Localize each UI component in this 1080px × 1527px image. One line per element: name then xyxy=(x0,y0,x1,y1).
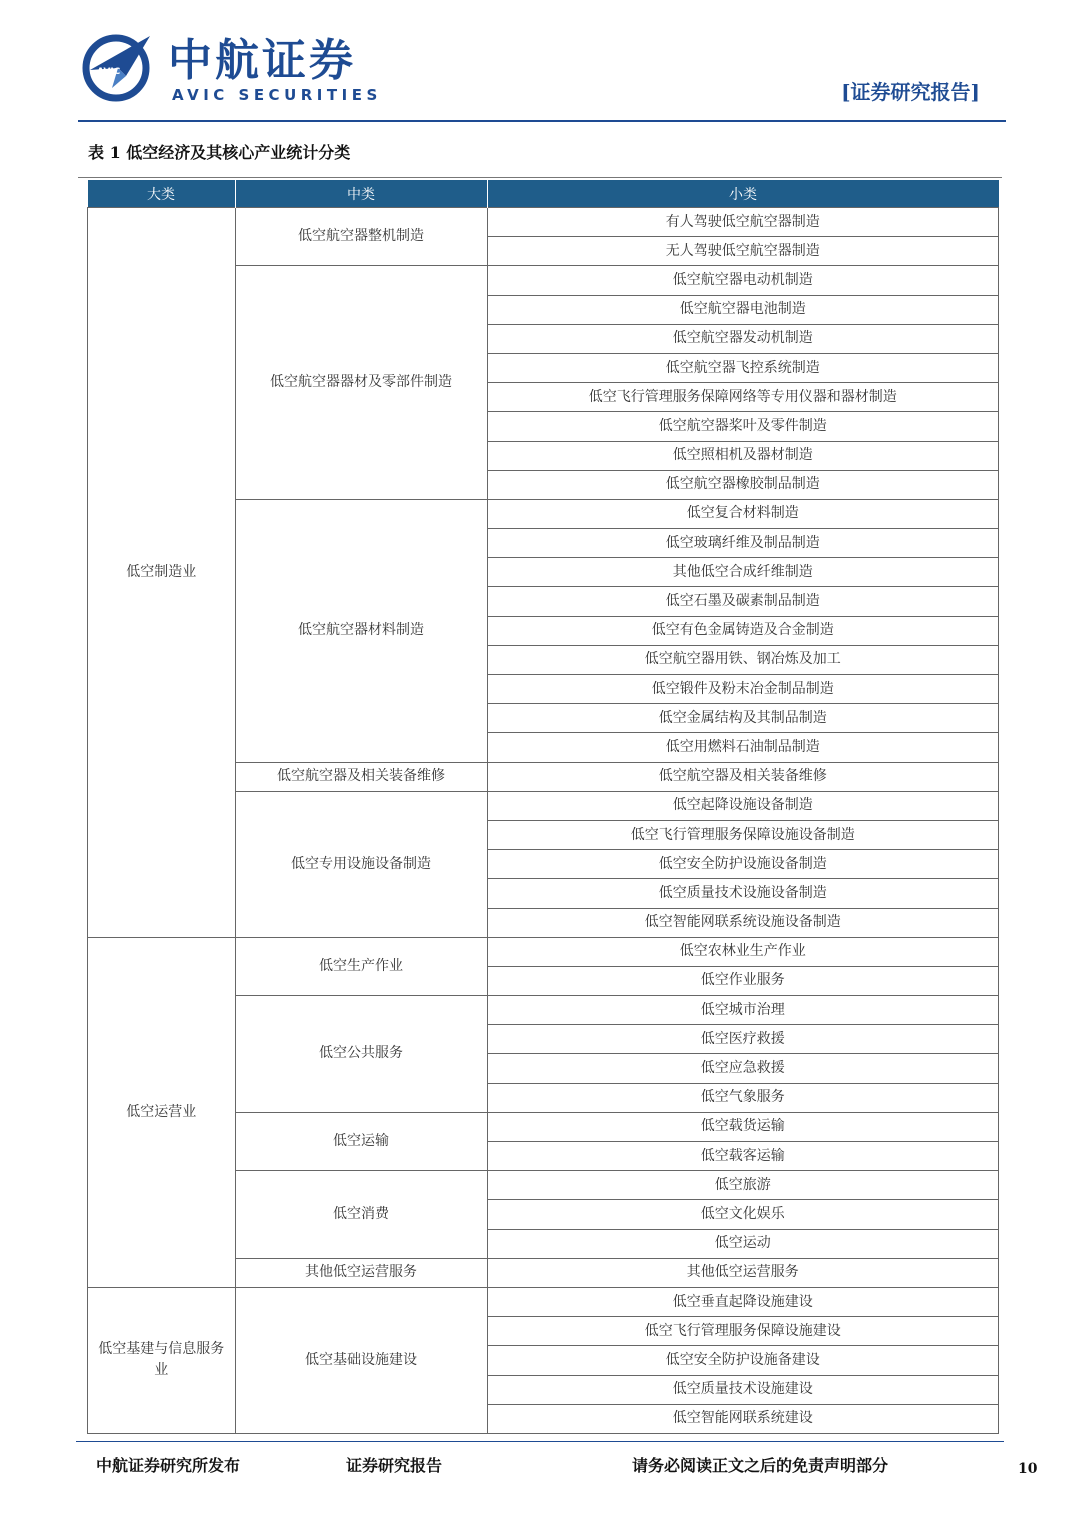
middle-category-cell: 低空消费 xyxy=(235,1171,487,1259)
page-header xyxy=(0,0,1080,125)
major-category-cell: 低空运营业 xyxy=(88,937,236,1287)
middle-category-cell: 低空航空器整机制造 xyxy=(235,208,487,266)
middle-category-cell: 低空航空器器材及零部件制造 xyxy=(235,266,487,500)
minor-category-cell: 低空文化娱乐 xyxy=(487,1200,999,1229)
middle-category-cell: 低空生产作业 xyxy=(235,937,487,995)
minor-category-cell: 低空有色金属铸造及合金制造 xyxy=(487,616,999,645)
middle-category-cell: 其他低空运营服务 xyxy=(235,1258,487,1287)
footer-doc-type: 证券研究报告 xyxy=(346,1456,443,1475)
table-header-row xyxy=(88,180,999,208)
minor-category-cell: 低空飞行管理服务保障网络等专用仪器和器材制造 xyxy=(487,383,999,412)
middle-category-cell: 低空航空器及相关装备维修 xyxy=(235,762,487,791)
minor-category-cell: 低空航空器桨叶及零件制造 xyxy=(487,412,999,441)
classification-table-wrapper xyxy=(87,180,996,1434)
minor-category-cell: 低空金属结构及其制品制造 xyxy=(487,704,999,733)
minor-category-cell: 无人驾驶低空航空器制造 xyxy=(487,237,999,266)
minor-category-cell: 低空用燃料石油制品制造 xyxy=(487,733,999,762)
table-row xyxy=(88,208,999,237)
minor-category-cell: 低空航空器及相关装备维修 xyxy=(487,762,999,791)
minor-category-cell: 低空航空器用铁、钢冶炼及加工 xyxy=(487,645,999,674)
minor-category-cell: 低空载货运输 xyxy=(487,1112,999,1141)
minor-category-cell: 其他低空合成纤维制造 xyxy=(487,558,999,587)
minor-category-cell: 低空医疗救援 xyxy=(487,1025,999,1054)
svg-text:AVIC: AVIC xyxy=(97,67,121,77)
minor-category-cell: 低空气象服务 xyxy=(487,1083,999,1112)
minor-category-cell: 低空石墨及碳素制品制造 xyxy=(487,587,999,616)
footer-divider xyxy=(76,1441,1004,1442)
minor-category-cell: 低空载客运输 xyxy=(487,1142,999,1171)
major-category-cell: 低空制造业 xyxy=(88,208,236,938)
footer-publisher: 中航证券研究所发布 xyxy=(96,1456,241,1475)
avic-logo-icon xyxy=(82,30,154,102)
table-row xyxy=(88,1287,999,1316)
minor-category-cell: 低空玻璃纤维及制品制造 xyxy=(487,529,999,558)
minor-category-cell: 低空航空器发动机制造 xyxy=(487,324,999,353)
minor-category-cell: 低空复合材料制造 xyxy=(487,499,999,528)
page-number: 10 xyxy=(1018,1461,1038,1477)
classification-table xyxy=(87,180,999,1434)
minor-category-cell: 低空起降设施设备制造 xyxy=(487,791,999,820)
minor-category-cell: 低空航空器电池制造 xyxy=(487,295,999,324)
table-body xyxy=(88,208,999,1434)
major-category-cell: 低空基建与信息服务业 xyxy=(88,1287,236,1433)
middle-category-cell: 低空公共服务 xyxy=(235,996,487,1113)
column-header-middle: 中类 xyxy=(235,180,487,208)
minor-category-cell: 低空安全防护设施备建设 xyxy=(487,1346,999,1375)
minor-category-cell: 低空作业服务 xyxy=(487,966,999,995)
footer-disclaimer: 请务必阅读正文之后的免责声明部分 xyxy=(632,1456,889,1475)
middle-category-cell: 低空航空器材料制造 xyxy=(235,499,487,762)
minor-category-cell: 低空应急救援 xyxy=(487,1054,999,1083)
table-title: 表 1 低空经济及其核心产业统计分类 xyxy=(88,143,351,162)
minor-category-cell: 低空航空器飞控系统制造 xyxy=(487,353,999,382)
minor-category-cell: 低空城市治理 xyxy=(487,996,999,1025)
minor-category-cell: 低空智能网联系统建设 xyxy=(487,1404,999,1433)
minor-category-cell: 低空智能网联系统设施设备制造 xyxy=(487,908,999,937)
header-divider xyxy=(78,120,1006,122)
minor-category-cell: 低空运动 xyxy=(487,1229,999,1258)
minor-category-cell: 低空旅游 xyxy=(487,1171,999,1200)
minor-category-cell: 低空照相机及器材制造 xyxy=(487,441,999,470)
middle-category-cell: 低空运输 xyxy=(235,1112,487,1170)
minor-category-cell: 低空航空器电动机制造 xyxy=(487,266,999,295)
brand-name-en: AVIC SECURITIES xyxy=(172,86,382,104)
minor-category-cell: 低空垂直起降设施建设 xyxy=(487,1287,999,1316)
middle-category-cell: 低空专用设施设备制造 xyxy=(235,791,487,937)
title-divider xyxy=(78,177,1002,178)
minor-category-cell: 低空安全防护设施设备制造 xyxy=(487,850,999,879)
minor-category-cell: 低空锻件及粉末冶金制品制造 xyxy=(487,675,999,704)
table-row xyxy=(88,937,999,966)
minor-category-cell: 低空航空器橡胶制品制造 xyxy=(487,470,999,499)
minor-category-cell: 低空飞行管理服务保障设施建设 xyxy=(487,1317,999,1346)
minor-category-cell: 有人驾驶低空航空器制造 xyxy=(487,208,999,237)
minor-category-cell: 低空农林业生产作业 xyxy=(487,937,999,966)
column-header-minor: 小类 xyxy=(487,180,999,208)
minor-category-cell: 其他低空运营服务 xyxy=(487,1258,999,1287)
brand-name-cn: 中航证券 xyxy=(168,35,356,86)
minor-category-cell: 低空质量技术设施设备制造 xyxy=(487,879,999,908)
column-header-major: 大类 xyxy=(88,180,236,208)
middle-category-cell: 低空基础设施建设 xyxy=(235,1287,487,1433)
minor-category-cell: 低空飞行管理服务保障设施设备制造 xyxy=(487,820,999,849)
report-type-tag: [证券研究报告] xyxy=(841,80,980,104)
minor-category-cell: 低空质量技术设施建设 xyxy=(487,1375,999,1404)
